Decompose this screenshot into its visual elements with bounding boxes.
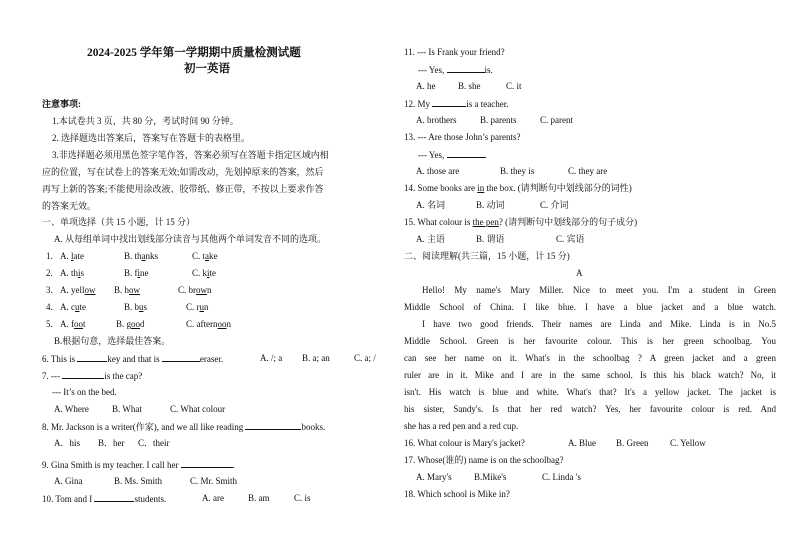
- option-b: B. good: [116, 319, 145, 329]
- answer-blank[interactable]: [62, 369, 104, 379]
- question-11: 11. --- Is Frank your friend?: [404, 47, 505, 57]
- question-7-reply: --- It’s on the bed.: [52, 387, 117, 397]
- question-13-reply: --- Yes, .: [418, 150, 487, 160]
- question-17: 17. Whose(谁的) name is on the schoolbag?: [404, 455, 564, 465]
- option-c: C. run: [186, 302, 209, 312]
- note-line: 的答案无效。: [42, 201, 97, 211]
- question-15: 15. What colour is the pen? (请判断句中划线部分的句子成分): [404, 217, 638, 227]
- option-c: C. kite: [192, 268, 217, 278]
- phonics-row-2: 2. A. this B. fine C. kite: [46, 268, 217, 278]
- question-11-reply: --- Yes, is.: [418, 65, 493, 75]
- question-9: 9. Gina Smith is my teacher. I call her .: [42, 460, 235, 470]
- exam-title: 2024-2025 学年第一学期期中质量检测试题: [87, 47, 301, 59]
- note-line: 1.本试卷共 3 页，共 80 分，考试时间 90 分钟。: [52, 116, 239, 126]
- question-13-options: A. those are B. they is C. they are: [416, 166, 608, 176]
- option-a: A. late: [60, 251, 85, 261]
- note-line: 再写上新的答案;不能使用涂改液、胶带纸、修正带，不按以上要求作答: [42, 184, 324, 194]
- passage-line: ruler are in it. Mike and I are in the same school. Is this his black watch? No, it: [404, 370, 776, 380]
- question-6: 6. This is key and that is eraser. A. /; a B. a; an C. a; /: [42, 353, 376, 364]
- question-16: 16. What colour is Mary's jacket? A. Blue B. Green C. Yellow: [404, 438, 706, 448]
- exam-subtitle: 初一英语: [184, 63, 230, 75]
- option-b: B. thanks: [124, 251, 159, 261]
- note-line: 3.非选择题必须用黑色签字笔作答，答案必须写在答题卡指定区域内相: [52, 150, 329, 160]
- option-b: B. fine: [124, 268, 149, 278]
- note-line: 2. 选择题选出答案后，答案写在答题卡的表格里。: [52, 133, 251, 143]
- section1-heading: 一、单项选择（共 15 小题，计 15 分）: [42, 217, 196, 227]
- question-13: 13. --- Are those John’s parents?: [404, 132, 521, 142]
- option-c: C. take: [192, 251, 218, 261]
- question-14-options: A. 名词 B. 动词 C. 介词: [416, 200, 569, 210]
- question-17-options: A. Mary's B.Mike's C. Linda 's: [416, 472, 581, 482]
- question-10: 10. Tom and I students. A. are B. am C. is: [42, 493, 311, 504]
- option-a: A. this: [60, 268, 85, 278]
- answer-blank[interactable]: [447, 148, 485, 158]
- question-14: 14. Some books are in the box. (请判断句中划线部分的词性): [404, 183, 632, 193]
- passage-line: Middle School. Green is her favourite colour. This is her green schoolbag. You: [404, 336, 776, 346]
- question-9-options: A. Gina B. Ms. Smith C. Mr. Smith: [54, 476, 238, 486]
- question-7-options: A. Where B. What C. What colour: [54, 404, 226, 414]
- answer-blank[interactable]: [447, 63, 485, 73]
- option-a: A. cute: [60, 302, 86, 312]
- question-7: 7. --- is the cap?: [42, 371, 143, 381]
- answer-blank[interactable]: [181, 458, 233, 468]
- question-15-options: A. 主语 B. 谓语 C. 宾语: [416, 234, 585, 244]
- section2-heading: 二、阅读理解(共三篇，15 小题，计 15 分): [404, 251, 570, 261]
- option-a: A. foot: [60, 319, 86, 329]
- question-8: 8. Mr. Jackson is a writer(作家), and we all like reading books.: [42, 422, 326, 432]
- question-12: 12. My is a teacher.: [404, 99, 509, 109]
- answer-blank[interactable]: [245, 420, 301, 430]
- part-b-instruction: B.根据句意，选择最佳答案。: [54, 336, 171, 346]
- passage-line: I have two good friends. Their names are Linda and Mike. Linda is in No.5: [422, 319, 776, 329]
- answer-blank[interactable]: [77, 352, 107, 362]
- question-8-options: A．his B．her C．their: [54, 438, 170, 448]
- option-b: B. bus: [124, 302, 148, 312]
- phonics-row-5: 5. A. foot B. good C. afternoon: [46, 319, 231, 329]
- passage-line: isn't. His watch is blue and white. What's that? It's a yellow jacket. The jacket is: [404, 387, 776, 397]
- question-12-options: A. brothers B. parents C. parent: [416, 115, 573, 125]
- phonics-row-3: 3. A. yellow B. how C. brown: [46, 285, 212, 295]
- passage-line: can see her name on it. What's in the schoolbag ? A green jacket and a green: [404, 353, 776, 363]
- option-b: B. how: [114, 285, 141, 295]
- option-c: C. brown: [178, 285, 212, 295]
- option-a: A. yellow: [60, 285, 96, 295]
- phonics-row-1: 1. A. late B. thanks C. take: [46, 251, 218, 261]
- part-a-instruction: A. 从每组单词中找出划线部分读音与其他两个单词发音不同的选项。: [54, 234, 327, 244]
- question-11-options: A. he B. she C. it: [416, 81, 522, 91]
- note-line: 应的位置，写在试卷上的答案无效;如需改动，先划掉原来的答案，然后: [42, 167, 324, 177]
- question-18: 18. Which school is Mike in?: [404, 489, 510, 499]
- passage-line: Middle School of China. I like blue. I have a blue jacket and a blue watch.: [404, 302, 776, 312]
- notes-heading: 注意事项:: [42, 99, 81, 109]
- passage-line: Hello! My name's Mary Miller. Nice to meet you. I'm a student in Green: [422, 285, 776, 295]
- answer-blank[interactable]: [94, 492, 134, 502]
- answer-blank[interactable]: [162, 352, 200, 362]
- passage-line: she has a red pen and a red cup.: [404, 421, 519, 431]
- passage-line: his sister, Sandy's. Is that her red watch? Yes, her favourite colour is red. And: [404, 404, 776, 414]
- answer-blank[interactable]: [432, 97, 466, 107]
- phonics-row-4: 4. A. cute B. bus C. run: [46, 302, 209, 312]
- option-c: C. afternoon: [186, 319, 231, 329]
- passage-label: A: [576, 268, 583, 278]
